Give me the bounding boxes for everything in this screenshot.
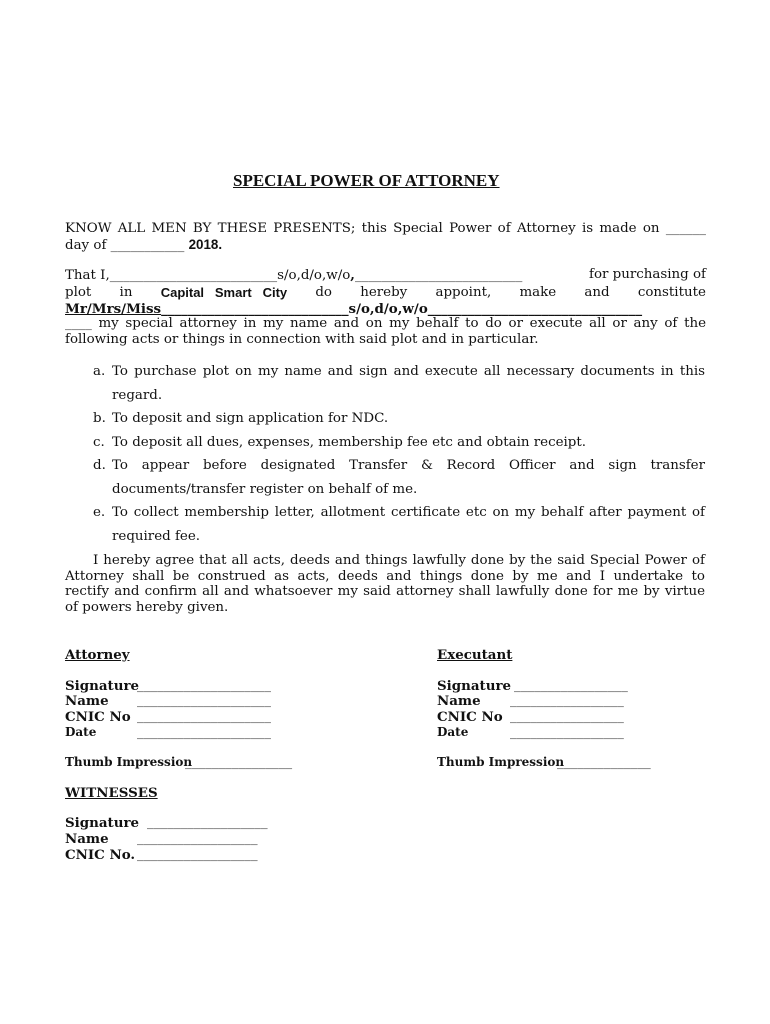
list-item-a-cont: regard. <box>112 388 163 403</box>
executant-cnic-line: _________________ <box>510 709 624 724</box>
para2-line-3: rectify and confirm all and whatsoever my said attorney shall lawfully done for me by virtue <box>65 584 705 599</box>
para2-line-1: I hereby agree that all acts, deeds and things lawfully done by the said Special Power of <box>93 553 705 568</box>
para1-line-4: ____ my special attorney in my name and on my behalf to do or execute all or any of the <box>65 316 706 331</box>
executant-date-label: Date <box>437 725 469 739</box>
attorney-signature-line: ____________________ <box>137 678 271 693</box>
executant-cnic-label: CNIC No <box>437 709 503 725</box>
para1-line-5: following acts or things in connection with said plot and in particular. <box>65 332 539 347</box>
intro-year: 2018. <box>188 237 223 252</box>
attorney-thumb-label: Thumb Impression <box>65 755 193 769</box>
word: hereby <box>360 285 408 300</box>
word: appoint, <box>435 285 492 300</box>
list-item-d-cont: documents/transfer register on behalf of me. <box>112 482 418 497</box>
word: and <box>584 285 610 300</box>
word: plot <box>65 285 92 300</box>
word: make <box>519 285 557 300</box>
list-item-e-cont: required fee. <box>112 529 201 544</box>
witnesses-heading: WITNESSES <box>65 785 158 801</box>
word: do <box>315 285 332 300</box>
witness-name-line: __________________ <box>137 831 258 846</box>
list-item-d-marker: d. <box>93 458 106 473</box>
word: in <box>119 285 133 300</box>
list-item-a: To purchase plot on my name and sign and execute all necessary documents in this <box>112 364 705 379</box>
para2-line-2: Attorney shall be construed as acts, deeds and things done by me and I undertake to <box>65 569 705 584</box>
para2-line-4: of powers hereby given. <box>65 600 229 615</box>
blank-line: _________________________ <box>354 268 523 283</box>
executant-heading: Executant <box>437 647 513 663</box>
witness-cnic-label: CNIC No. <box>65 847 136 863</box>
list-item-a-marker: a. <box>93 364 106 379</box>
attorney-cnic-line: ____________________ <box>137 709 271 724</box>
witness-name-label: Name <box>65 831 109 847</box>
intro-line-1: KNOW ALL MEN BY THESE PRESENTS; this Special Power of Attorney is made on ______ <box>65 221 706 236</box>
executant-date-line: _________________ <box>510 725 624 740</box>
para1-line-3 <box>65 301 642 317</box>
list-item-b-marker: b. <box>93 411 106 426</box>
purchasing-text: for purchasing of <box>588 267 706 282</box>
blank-line: ____________________________ <box>161 301 349 317</box>
attorney-name-label: Name <box>65 693 109 709</box>
executant-signature-line: _________________ <box>514 678 628 693</box>
executant-name-line: _________________ <box>510 693 624 708</box>
attorney-thumb-line: ________________ <box>185 755 293 770</box>
list-item-e-marker: e. <box>93 505 106 520</box>
list-item-e: To collect membership letter, allotment certificate etc on my behalf after payment of <box>112 505 705 520</box>
list-item-b: To deposit and sign application for NDC. <box>112 411 389 426</box>
relation-text: s/o,d/o,w/o <box>277 268 351 283</box>
executant-name-label: Name <box>437 693 481 709</box>
list-item-c: To deposit all dues, expenses, membership fee etc and obtain receipt. <box>112 435 587 450</box>
document-title: SPECIAL POWER OF ATTORNEY <box>233 171 500 190</box>
project-name: Capital Smart City <box>160 285 288 300</box>
executant-thumb-line: ______________ <box>557 755 651 770</box>
attorney-date-label: Date <box>65 725 97 739</box>
para1-line-2 <box>65 285 706 301</box>
comma: , <box>350 267 355 283</box>
intro-line-2 <box>65 237 222 254</box>
witness-cnic-line: __________________ <box>137 847 258 862</box>
attorney-date-line: ____________________ <box>137 725 271 740</box>
mr-mrs-miss: Mr/Mrs/Miss <box>65 301 162 317</box>
attorney-signature-label: Signature <box>65 678 140 694</box>
witness-signature-line: __________________ <box>147 815 268 830</box>
executant-thumb-label: Thumb Impression <box>437 755 565 769</box>
that-i-text: That I, <box>65 268 110 283</box>
attorney-heading: Attorney <box>65 647 130 663</box>
blank-line: _________________________ <box>109 268 278 283</box>
list-item-d: To appear before designated Transfer & Record Officer and sign transfer <box>112 458 705 473</box>
list-item-c-marker: c. <box>93 435 105 450</box>
word: constitute <box>637 285 706 300</box>
attorney-name-line: ____________________ <box>137 693 271 708</box>
intro-day-text: day of ___________ <box>65 238 185 253</box>
attorney-cnic-label: CNIC No <box>65 709 131 725</box>
para1-line-1 <box>65 267 706 284</box>
blank-line: ________________________________ <box>427 301 643 317</box>
relation-text: s/o,d/o,w/o <box>348 301 428 317</box>
executant-signature-label: Signature <box>437 678 512 694</box>
witness-signature-label: Signature <box>65 815 140 831</box>
